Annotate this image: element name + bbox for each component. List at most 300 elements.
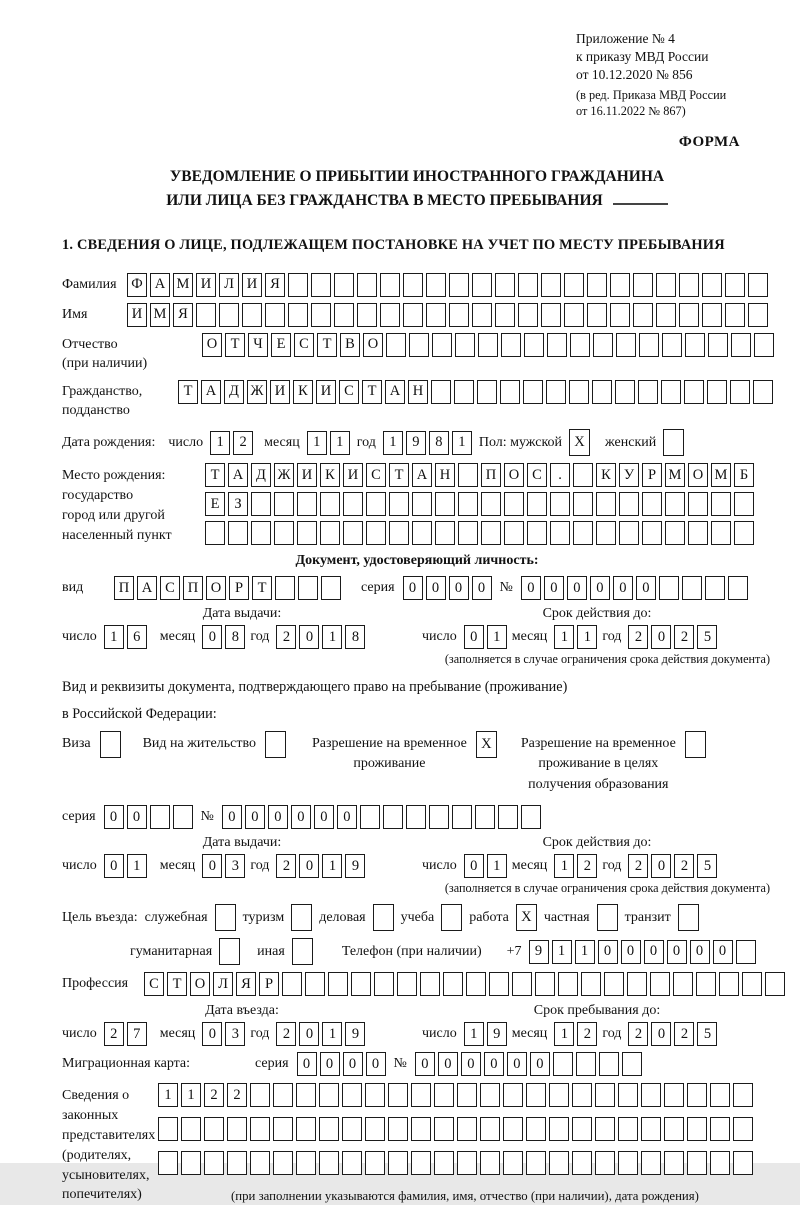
patronymic-cells[interactable]: [202, 333, 774, 357]
char-cell[interactable]: [512, 972, 532, 996]
char-cell[interactable]: О: [190, 972, 210, 996]
char-cell[interactable]: 2: [204, 1083, 224, 1107]
char-cell[interactable]: 0: [337, 805, 357, 829]
char-cell[interactable]: [659, 576, 679, 600]
char-cell[interactable]: [618, 1117, 638, 1141]
char-cell[interactable]: 1: [383, 431, 403, 455]
char-cell[interactable]: [639, 333, 659, 357]
char-cell[interactable]: [292, 938, 313, 965]
checkbox-transit[interactable]: [678, 904, 699, 931]
char-cell[interactable]: [661, 380, 681, 404]
char-cell[interactable]: 0: [127, 805, 147, 829]
birth-place-row2[interactable]: [205, 492, 754, 516]
char-cell[interactable]: 0: [461, 1052, 481, 1076]
char-cell[interactable]: 0: [544, 576, 564, 600]
char-cell[interactable]: [754, 333, 774, 357]
char-cell[interactable]: [343, 521, 363, 545]
residence-series-cells[interactable]: [104, 805, 193, 829]
char-cell[interactable]: 1: [577, 625, 597, 649]
residence-expiry-month[interactable]: [554, 854, 597, 878]
char-cell[interactable]: [357, 303, 377, 327]
char-cell[interactable]: 5: [697, 625, 717, 649]
char-cell[interactable]: 2: [674, 854, 694, 878]
char-cell[interactable]: Ж: [274, 463, 294, 487]
char-cell[interactable]: 0: [299, 854, 319, 878]
char-cell[interactable]: [549, 1083, 569, 1107]
char-cell[interactable]: [342, 1083, 362, 1107]
char-cell[interactable]: 0: [464, 854, 484, 878]
char-cell[interactable]: [518, 273, 538, 297]
char-cell[interactable]: [273, 1151, 293, 1175]
char-cell[interactable]: [685, 333, 705, 357]
char-cell[interactable]: 2: [104, 1022, 124, 1046]
char-cell[interactable]: [730, 380, 750, 404]
char-cell[interactable]: 0: [202, 625, 222, 649]
char-cell[interactable]: [434, 1117, 454, 1141]
char-cell[interactable]: Т: [362, 380, 382, 404]
char-cell[interactable]: 0: [613, 576, 633, 600]
char-cell[interactable]: [274, 492, 294, 516]
char-cell[interactable]: [228, 521, 248, 545]
char-cell[interactable]: [297, 492, 317, 516]
char-cell[interactable]: А: [228, 463, 248, 487]
char-cell[interactable]: [480, 1083, 500, 1107]
char-cell[interactable]: [576, 1052, 596, 1076]
char-cell[interactable]: 2: [227, 1083, 247, 1107]
char-cell[interactable]: [342, 1117, 362, 1141]
char-cell[interactable]: [638, 380, 658, 404]
char-cell[interactable]: [725, 303, 745, 327]
char-cell[interactable]: [458, 492, 478, 516]
representatives-row3[interactable]: [158, 1151, 753, 1175]
char-cell[interactable]: 7: [127, 1022, 147, 1046]
char-cell[interactable]: [411, 1151, 431, 1175]
char-cell[interactable]: Л: [213, 972, 233, 996]
char-cell[interactable]: [684, 380, 704, 404]
char-cell[interactable]: 1: [322, 854, 342, 878]
char-cell[interactable]: [650, 972, 670, 996]
char-cell[interactable]: 1: [181, 1083, 201, 1107]
char-cell[interactable]: [406, 805, 426, 829]
char-cell[interactable]: [389, 521, 409, 545]
char-cell[interactable]: Я: [173, 303, 193, 327]
char-cell[interactable]: Т: [205, 463, 225, 487]
char-cell[interactable]: [458, 463, 478, 487]
char-cell[interactable]: [158, 1117, 178, 1141]
char-cell[interactable]: 2: [577, 1022, 597, 1046]
entry-day[interactable]: [104, 1022, 147, 1046]
char-cell[interactable]: 8: [345, 625, 365, 649]
char-cell[interactable]: [449, 303, 469, 327]
char-cell[interactable]: 2: [674, 625, 694, 649]
char-cell[interactable]: [434, 1151, 454, 1175]
char-cell[interactable]: [297, 521, 317, 545]
char-cell[interactable]: 2: [628, 854, 648, 878]
char-cell[interactable]: [546, 380, 566, 404]
char-cell[interactable]: [527, 492, 547, 516]
char-cell[interactable]: 5: [697, 1022, 717, 1046]
char-cell[interactable]: X: [569, 429, 590, 456]
char-cell[interactable]: [227, 1117, 247, 1141]
char-cell[interactable]: [242, 303, 262, 327]
char-cell[interactable]: 3: [225, 854, 245, 878]
char-cell[interactable]: [728, 576, 748, 600]
char-cell[interactable]: [541, 273, 561, 297]
doc-series-cells[interactable]: [403, 576, 492, 600]
char-cell[interactable]: [319, 1151, 339, 1175]
char-cell[interactable]: [480, 1151, 500, 1175]
char-cell[interactable]: [452, 805, 472, 829]
char-cell[interactable]: [250, 1083, 270, 1107]
char-cell[interactable]: [664, 1083, 684, 1107]
surname-cells[interactable]: [127, 273, 768, 297]
char-cell[interactable]: [664, 1117, 684, 1141]
char-cell[interactable]: [734, 492, 754, 516]
char-cell[interactable]: [288, 303, 308, 327]
char-cell[interactable]: С: [160, 576, 180, 600]
char-cell[interactable]: .: [550, 463, 570, 487]
char-cell[interactable]: О: [688, 463, 708, 487]
char-cell[interactable]: [457, 1151, 477, 1175]
char-cell[interactable]: [633, 303, 653, 327]
entry-month[interactable]: [202, 1022, 245, 1046]
char-cell[interactable]: Д: [251, 463, 271, 487]
char-cell[interactable]: [678, 904, 699, 931]
char-cell[interactable]: М: [665, 463, 685, 487]
char-cell[interactable]: [196, 303, 216, 327]
checkbox-study[interactable]: [441, 904, 462, 931]
char-cell[interactable]: [665, 492, 685, 516]
char-cell[interactable]: 0: [521, 576, 541, 600]
char-cell[interactable]: 2: [276, 854, 296, 878]
char-cell[interactable]: 0: [299, 625, 319, 649]
char-cell[interactable]: 0: [291, 805, 311, 829]
char-cell[interactable]: [705, 576, 725, 600]
char-cell[interactable]: [441, 904, 462, 931]
char-cell[interactable]: [753, 380, 773, 404]
char-cell[interactable]: [274, 521, 294, 545]
char-cell[interactable]: [455, 333, 475, 357]
char-cell[interactable]: 0: [366, 1052, 386, 1076]
char-cell[interactable]: 0: [651, 854, 671, 878]
char-cell[interactable]: [288, 273, 308, 297]
char-cell[interactable]: [504, 521, 524, 545]
char-cell[interactable]: [311, 303, 331, 327]
char-cell[interactable]: [273, 1117, 293, 1141]
char-cell[interactable]: [426, 273, 446, 297]
char-cell[interactable]: [711, 521, 731, 545]
char-cell[interactable]: 6: [127, 625, 147, 649]
char-cell[interactable]: [596, 492, 616, 516]
char-cell[interactable]: [748, 273, 768, 297]
char-cell[interactable]: Е: [205, 492, 225, 516]
char-cell[interactable]: Н: [435, 463, 455, 487]
char-cell[interactable]: П: [183, 576, 203, 600]
checkbox-temp-permit[interactable]: [476, 731, 497, 758]
char-cell[interactable]: Ж: [247, 380, 267, 404]
char-cell[interactable]: И: [127, 303, 147, 327]
char-cell[interactable]: 0: [636, 576, 656, 600]
char-cell[interactable]: [702, 303, 722, 327]
char-cell[interactable]: 0: [222, 805, 242, 829]
char-cell[interactable]: 1: [127, 854, 147, 878]
char-cell[interactable]: [524, 333, 544, 357]
char-cell[interactable]: А: [201, 380, 221, 404]
char-cell[interactable]: [664, 1151, 684, 1175]
char-cell[interactable]: [204, 1117, 224, 1141]
residence-expiry-year[interactable]: [628, 854, 717, 878]
birth-day-cells[interactable]: [210, 431, 253, 455]
char-cell[interactable]: С: [339, 380, 359, 404]
checkbox-official[interactable]: [215, 904, 236, 931]
char-cell[interactable]: 1: [552, 940, 572, 964]
char-cell[interactable]: 0: [104, 854, 124, 878]
char-cell[interactable]: [219, 938, 240, 965]
char-cell[interactable]: [412, 521, 432, 545]
char-cell[interactable]: 9: [345, 854, 365, 878]
char-cell[interactable]: [420, 972, 440, 996]
char-cell[interactable]: Т: [167, 972, 187, 996]
char-cell[interactable]: 1: [210, 431, 230, 455]
identity-expiry-day[interactable]: [464, 625, 507, 649]
char-cell[interactable]: [380, 273, 400, 297]
char-cell[interactable]: [173, 805, 193, 829]
char-cell[interactable]: 1: [452, 431, 472, 455]
char-cell[interactable]: О: [206, 576, 226, 600]
char-cell[interactable]: 1: [330, 431, 350, 455]
char-cell[interactable]: [642, 492, 662, 516]
char-cell[interactable]: X: [516, 904, 537, 931]
char-cell[interactable]: [449, 273, 469, 297]
identity-expiry-year[interactable]: [628, 625, 717, 649]
char-cell[interactable]: 2: [233, 431, 253, 455]
char-cell[interactable]: [733, 1151, 753, 1175]
char-cell[interactable]: [480, 1117, 500, 1141]
char-cell[interactable]: 1: [487, 854, 507, 878]
char-cell[interactable]: [688, 492, 708, 516]
char-cell[interactable]: [320, 492, 340, 516]
char-cell[interactable]: 2: [628, 1022, 648, 1046]
checkbox-visa[interactable]: [100, 731, 121, 758]
char-cell[interactable]: С: [144, 972, 164, 996]
char-cell[interactable]: [616, 333, 636, 357]
char-cell[interactable]: И: [343, 463, 363, 487]
char-cell[interactable]: [282, 972, 302, 996]
char-cell[interactable]: 0: [104, 805, 124, 829]
char-cell[interactable]: 0: [651, 1022, 671, 1046]
char-cell[interactable]: Р: [259, 972, 279, 996]
char-cell[interactable]: [599, 1052, 619, 1076]
char-cell[interactable]: [503, 1117, 523, 1141]
char-cell[interactable]: З: [228, 492, 248, 516]
char-cell[interactable]: Д: [224, 380, 244, 404]
char-cell[interactable]: [432, 333, 452, 357]
char-cell[interactable]: У: [619, 463, 639, 487]
char-cell[interactable]: И: [196, 273, 216, 297]
char-cell[interactable]: 3: [225, 1022, 245, 1046]
char-cell[interactable]: [478, 333, 498, 357]
char-cell[interactable]: [550, 492, 570, 516]
char-cell[interactable]: [150, 805, 170, 829]
char-cell[interactable]: [365, 1151, 385, 1175]
checkbox-male[interactable]: [569, 429, 590, 456]
char-cell[interactable]: 1: [554, 1022, 574, 1046]
char-cell[interactable]: [403, 303, 423, 327]
birth-place-row3[interactable]: [205, 521, 754, 545]
char-cell[interactable]: О: [363, 333, 383, 357]
residence-issue-month[interactable]: [202, 854, 245, 878]
char-cell[interactable]: [547, 333, 567, 357]
char-cell[interactable]: К: [320, 463, 340, 487]
char-cell[interactable]: [158, 1151, 178, 1175]
char-cell[interactable]: [656, 273, 676, 297]
char-cell[interactable]: [707, 380, 727, 404]
char-cell[interactable]: [710, 1117, 730, 1141]
char-cell[interactable]: [298, 576, 318, 600]
char-cell[interactable]: [687, 1151, 707, 1175]
char-cell[interactable]: 0: [449, 576, 469, 600]
char-cell[interactable]: [523, 380, 543, 404]
char-cell[interactable]: 2: [674, 1022, 694, 1046]
char-cell[interactable]: [733, 1083, 753, 1107]
char-cell[interactable]: И: [297, 463, 317, 487]
char-cell[interactable]: [431, 380, 451, 404]
char-cell[interactable]: [472, 273, 492, 297]
char-cell[interactable]: 2: [276, 625, 296, 649]
char-cell[interactable]: 0: [507, 1052, 527, 1076]
given-name-cells[interactable]: [127, 303, 768, 327]
char-cell[interactable]: 1: [307, 431, 327, 455]
birth-month-cells[interactable]: [307, 431, 350, 455]
char-cell[interactable]: [388, 1151, 408, 1175]
char-cell[interactable]: 0: [245, 805, 265, 829]
char-cell[interactable]: П: [114, 576, 134, 600]
char-cell[interactable]: [581, 972, 601, 996]
char-cell[interactable]: [549, 1117, 569, 1141]
char-cell[interactable]: [572, 1083, 592, 1107]
char-cell[interactable]: 0: [415, 1052, 435, 1076]
char-cell[interactable]: [495, 273, 515, 297]
char-cell[interactable]: [435, 492, 455, 516]
char-cell[interactable]: С: [294, 333, 314, 357]
char-cell[interactable]: [498, 805, 518, 829]
char-cell[interactable]: [365, 1083, 385, 1107]
char-cell[interactable]: 1: [322, 1022, 342, 1046]
char-cell[interactable]: [736, 940, 756, 964]
char-cell[interactable]: [388, 1117, 408, 1141]
char-cell[interactable]: 0: [530, 1052, 550, 1076]
char-cell[interactable]: 0: [464, 625, 484, 649]
residence-issue-year[interactable]: [276, 854, 365, 878]
checkbox-female[interactable]: [663, 429, 684, 456]
entry-year[interactable]: [276, 1022, 365, 1046]
phone-cells[interactable]: [529, 940, 756, 964]
char-cell[interactable]: [454, 380, 474, 404]
char-cell[interactable]: [687, 1083, 707, 1107]
char-cell[interactable]: 1: [554, 625, 574, 649]
char-cell[interactable]: [500, 380, 520, 404]
char-cell[interactable]: [374, 972, 394, 996]
char-cell[interactable]: 8: [429, 431, 449, 455]
char-cell[interactable]: Р: [642, 463, 662, 487]
char-cell[interactable]: [553, 1052, 573, 1076]
char-cell[interactable]: [595, 1083, 615, 1107]
char-cell[interactable]: [708, 333, 728, 357]
char-cell[interactable]: [319, 1083, 339, 1107]
checkbox-business[interactable]: [373, 904, 394, 931]
char-cell[interactable]: 0: [590, 576, 610, 600]
char-cell[interactable]: [633, 273, 653, 297]
char-cell[interactable]: [604, 972, 624, 996]
char-cell[interactable]: [622, 1052, 642, 1076]
char-cell[interactable]: [710, 1151, 730, 1175]
char-cell[interactable]: [251, 492, 271, 516]
char-cell[interactable]: Я: [236, 972, 256, 996]
char-cell[interactable]: [725, 273, 745, 297]
birth-place-row1[interactable]: [205, 463, 754, 487]
char-cell[interactable]: [662, 333, 682, 357]
migration-number-cells[interactable]: [415, 1052, 642, 1076]
char-cell[interactable]: 0: [403, 576, 423, 600]
char-cell[interactable]: [595, 1117, 615, 1141]
char-cell[interactable]: 0: [202, 1022, 222, 1046]
char-cell[interactable]: 0: [320, 1052, 340, 1076]
char-cell[interactable]: М: [150, 303, 170, 327]
char-cell[interactable]: 0: [299, 1022, 319, 1046]
char-cell[interactable]: И: [270, 380, 290, 404]
char-cell[interactable]: [100, 731, 121, 758]
char-cell[interactable]: Б: [734, 463, 754, 487]
char-cell[interactable]: [564, 273, 584, 297]
checkbox-other[interactable]: [292, 938, 313, 965]
char-cell[interactable]: [481, 521, 501, 545]
char-cell[interactable]: [357, 273, 377, 297]
checkbox-tourism[interactable]: [291, 904, 312, 931]
char-cell[interactable]: Н: [408, 380, 428, 404]
char-cell[interactable]: [481, 492, 501, 516]
char-cell[interactable]: [383, 805, 403, 829]
char-cell[interactable]: [572, 1117, 592, 1141]
char-cell[interactable]: [251, 521, 271, 545]
char-cell[interactable]: [702, 273, 722, 297]
char-cell[interactable]: М: [711, 463, 731, 487]
char-cell[interactable]: К: [293, 380, 313, 404]
char-cell[interactable]: Е: [271, 333, 291, 357]
char-cell[interactable]: [564, 303, 584, 327]
char-cell[interactable]: О: [202, 333, 222, 357]
char-cell[interactable]: [305, 972, 325, 996]
char-cell[interactable]: [673, 972, 693, 996]
char-cell[interactable]: 0: [713, 940, 733, 964]
char-cell[interactable]: Т: [389, 463, 409, 487]
char-cell[interactable]: [386, 333, 406, 357]
char-cell[interactable]: [731, 333, 751, 357]
identity-issue-month[interactable]: [202, 625, 245, 649]
char-cell[interactable]: 0: [621, 940, 641, 964]
char-cell[interactable]: [373, 904, 394, 931]
checkbox-private[interactable]: [597, 904, 618, 931]
char-cell[interactable]: [503, 1083, 523, 1107]
char-cell[interactable]: [504, 492, 524, 516]
char-cell[interactable]: [573, 521, 593, 545]
doc-type-cells[interactable]: [114, 576, 341, 600]
profession-cells[interactable]: [144, 972, 785, 996]
char-cell[interactable]: [572, 1151, 592, 1175]
char-cell[interactable]: [328, 972, 348, 996]
char-cell[interactable]: [642, 521, 662, 545]
char-cell[interactable]: [526, 1117, 546, 1141]
char-cell[interactable]: 0: [651, 625, 671, 649]
